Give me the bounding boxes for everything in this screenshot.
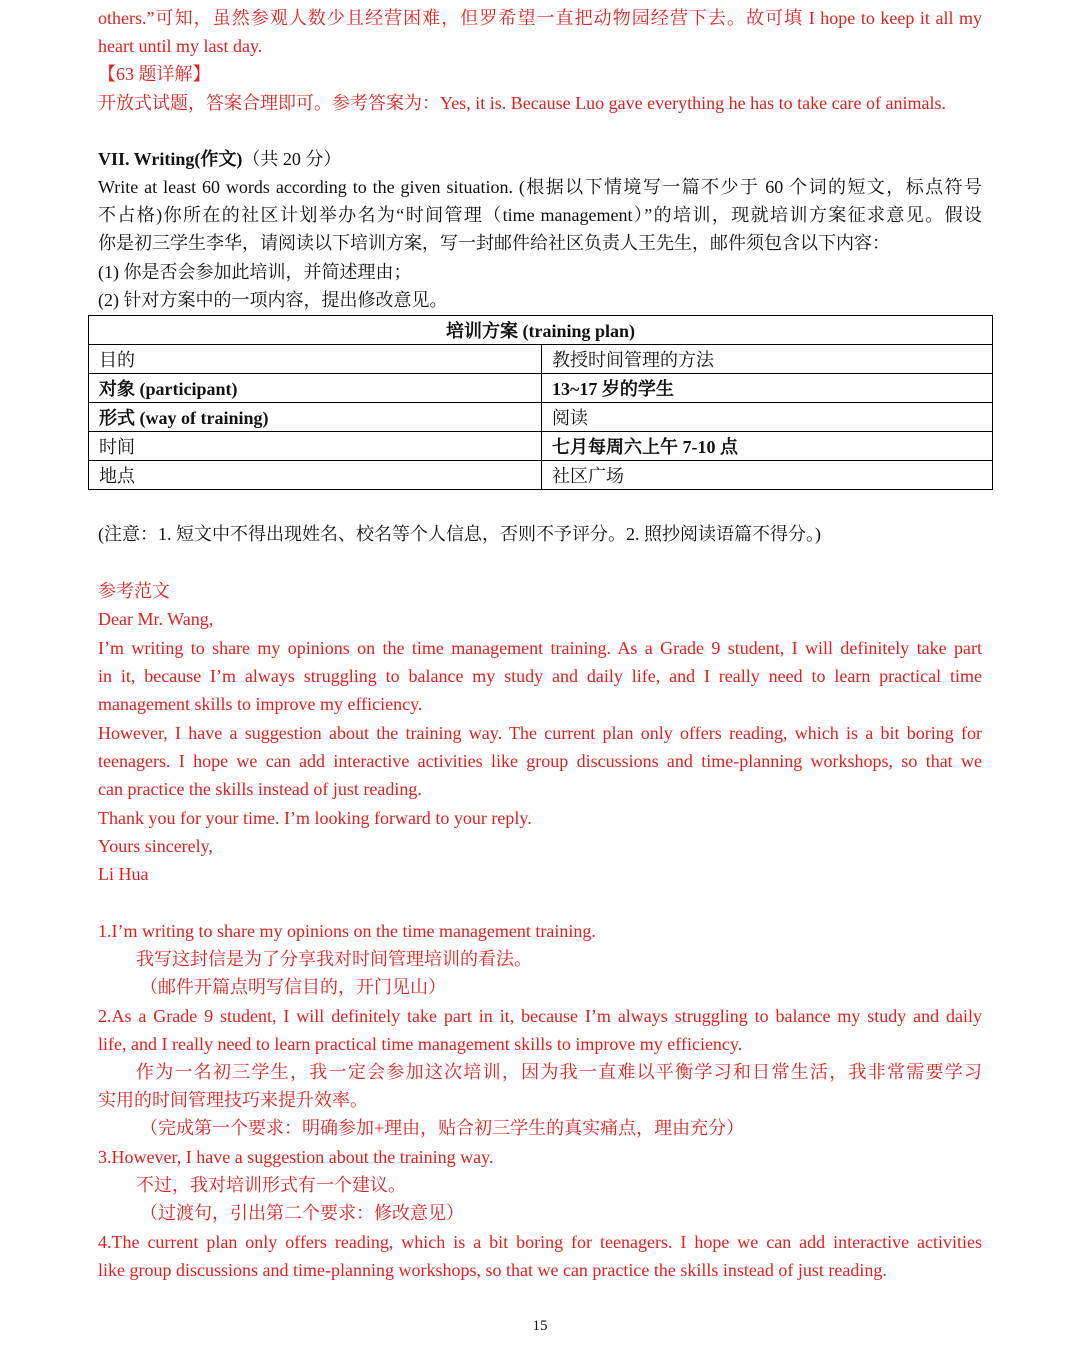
analysis-2-english-line2: life, and I really need to learn practical time management skills to improve my efficiency. bbox=[98, 1034, 743, 1054]
writing-instruction-line3: 你是初三学生李华，请阅读以下培训方案，写一封邮件给社区负责人王先生，邮件须包含以下内容： bbox=[98, 233, 890, 253]
table-header-row bbox=[89, 316, 993, 345]
sample-para2-line1: However, I have a suggestion about the training way. The current plan only offers reading, which is a bit boring for bbox=[98, 723, 982, 743]
sample-para1-line2: in it, because I’m always struggling to balance my study and daily life, and I really need to learn practical time bbox=[98, 666, 982, 686]
row-label: 形式 (way of training) bbox=[89, 403, 542, 432]
analysis-1-note: （邮件开篇点明写信目的，开门见山） bbox=[140, 977, 446, 997]
analysis-2-english-line1: 2.As a Grade 9 student, I will definitely take part in it, because I’m always struggling to balance my study and daily bbox=[98, 1006, 982, 1026]
analysis-4-english-line2: like group discussions and time-planning workshops, so that we can practice the skills instead of just reading. bbox=[98, 1260, 887, 1280]
table-row bbox=[89, 374, 993, 403]
analysis-3-chinese: 不过，我对培训形式有一个建议。 bbox=[136, 1175, 406, 1195]
training-plan-table bbox=[88, 315, 993, 490]
writing-heading-points: （共 20 分） bbox=[242, 149, 342, 169]
analysis-2-chinese-line2: 实用的时间管理技巧来提升效率。 bbox=[98, 1090, 368, 1110]
sample-para3: Thank you for your time. I’m looking forward to your reply. bbox=[98, 808, 532, 828]
requirement-1: (1) 你是否会参加此培训，并简述理由； bbox=[98, 262, 412, 282]
writing-heading bbox=[98, 145, 341, 173]
row-label: 地点 bbox=[89, 461, 542, 490]
requirement-2: (2) 针对方案中的一项内容，提出修改意见。 bbox=[98, 290, 448, 310]
row-value: 阅读 bbox=[542, 403, 993, 432]
table-row bbox=[89, 345, 993, 374]
table-row bbox=[89, 403, 993, 432]
sample-para1-line1: I’m writing to share my opinions on the time management training. As a Grade 9 student, I will definitely take part bbox=[98, 638, 982, 658]
prev-explanation-line1: others.”可知，虽然参观人数少且经营困难，但罗希望一直把动物园经营下去。故可填 I hope to keep it all my bbox=[98, 8, 982, 28]
sample-greeting: Dear Mr. Wang, bbox=[98, 609, 214, 629]
row-value: 七月每周六上午 7-10 点 bbox=[542, 432, 993, 461]
analysis-2-note: （完成第一个要求：明确参加+理由，贴合初三学生的真实痛点，理由充分） bbox=[140, 1118, 745, 1138]
q63-heading: 【63 题详解】 bbox=[98, 64, 211, 84]
analysis-2-chinese-line1: 作为一名初三学生，我一定会参加这次培训，因为我一直难以平衡学习和日常生活，我非常需要学习 bbox=[136, 1062, 982, 1082]
sample-closing: Yours sincerely, bbox=[98, 836, 213, 856]
writing-note: (注意：1. 短文中不得出现姓名、校名等个人信息，否则不予评分。2. 照抄阅读语篇不得分。) bbox=[98, 524, 821, 544]
writing-instruction-line1: Write at least 60 words according to the given situation. (根据以下情境写一篇不少于 60 个词的短文，标点符号 bbox=[98, 177, 982, 197]
row-label: 目的 bbox=[89, 345, 542, 374]
q63-answer: 开放式试题，答案合理即可。参考答案为：Yes, it is. Because Luo gave everything he has to take care of animals. bbox=[98, 93, 947, 113]
prev-explanation-line2: heart until my last day. bbox=[98, 36, 263, 56]
writing-instruction-line2: 不占格)你所在的社区计划举办名为“时间管理（time management）”的培训，现就培训方案征求意见。假设 bbox=[98, 205, 982, 225]
row-value: 社区广场 bbox=[542, 461, 993, 490]
analysis-4-english-line1: 4.The current plan only offers reading, which is a bit boring for teenagers. I hope we can add interactive activities bbox=[98, 1232, 982, 1252]
analysis-1-chinese: 我写这封信是为了分享我对时间管理培训的看法。 bbox=[136, 949, 532, 969]
analysis-3-english: 3.However, I have a suggestion about the training way. bbox=[98, 1147, 494, 1167]
row-value: 教授时间管理的方法 bbox=[542, 345, 993, 374]
table-title: 培训方案 (training plan) bbox=[89, 316, 993, 345]
sample-para2-line2: teenagers. I hope we can add interactive activities like group discussions and time-planning workshops, so that we bbox=[98, 751, 982, 771]
sample-para2-line3: can practice the skills instead of just reading. bbox=[98, 779, 422, 799]
row-label: 对象 (participant) bbox=[89, 374, 542, 403]
page-number: 15 bbox=[532, 1318, 548, 1334]
row-label: 时间 bbox=[89, 432, 542, 461]
table-row bbox=[89, 432, 993, 461]
row-value: 13~17 岁的学生 bbox=[542, 374, 993, 403]
sample-signature: Li Hua bbox=[98, 864, 149, 884]
analysis-3-note: （过渡句，引出第二个要求：修改意见） bbox=[140, 1203, 464, 1223]
writing-heading-title: VII. Writing(作文) bbox=[98, 149, 243, 169]
sample-para1-line3: management skills to improve my efficiency. bbox=[98, 694, 423, 714]
table-row bbox=[89, 461, 993, 490]
analysis-1-english: 1.I’m writing to share my opinions on the time management training. bbox=[98, 921, 596, 941]
sample-title: 参考范文 bbox=[98, 581, 170, 601]
